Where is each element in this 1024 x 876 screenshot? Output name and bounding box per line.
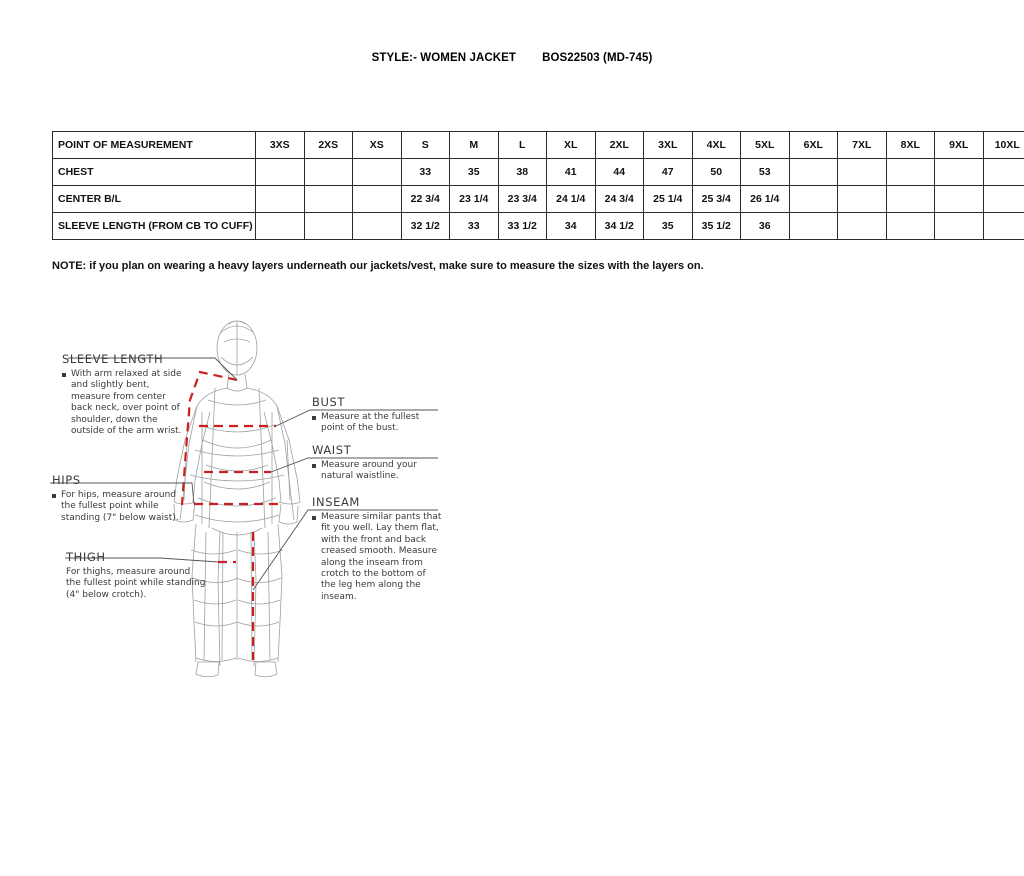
column-header-xs: XS [353,132,402,159]
callout-hips [52,473,182,524]
column-header-3xs: 3XS [256,132,305,159]
column-header-7xl: 7XL [838,132,887,159]
cell-centerbl-8xl [886,186,935,213]
cell-chest-2xl: 44 [595,159,644,186]
cell-sleeve-8xl [886,213,935,240]
callout-sleeve-length-title: SLEEVE LENGTH [62,352,164,366]
cell-sleeve-9xl [935,213,984,240]
cell-sleeve-l: 33 1/2 [498,213,547,240]
callout-inseam-title: INSEAM [312,495,360,509]
cell-chest-3xl: 47 [644,159,693,186]
callout-waist-body: Measure around your natural waistline. [312,460,442,483]
table-header-row [53,132,1024,159]
column-header-point-of-measurement: POINT OF MEASUREMENT [53,132,256,159]
callout-sleeve-length [62,352,184,437]
callout-bust-body: Measure at the fullest point of the bust. [312,412,442,435]
cell-centerbl-7xl [838,186,887,213]
cell-centerbl-4xl: 25 3/4 [692,186,741,213]
row-label-sleeve-length: SLEEVE LENGTH (FROM CB TO CUFF) [53,213,256,240]
table-row [53,186,1024,213]
cell-centerbl-s: 22 3/4 [401,186,450,213]
callout-thigh [66,550,206,601]
callout-inseam-body: Measure similar pants that fit you well. Lay them flat, with the front and back creased smooth. Measure along the inseam from crotch to the bottom of the leg hem along the inseam. [312,512,442,603]
column-header-6xl: 6XL [789,132,838,159]
column-header-9xl: 9XL [935,132,984,159]
cell-chest-xl: 41 [547,159,596,186]
callout-waist [312,443,442,483]
cell-centerbl-3xs [256,186,305,213]
callout-bust-title: BUST [312,395,346,409]
cell-chest-3xs [256,159,305,186]
page-title [0,52,1024,64]
column-header-l: L [498,132,547,159]
style-label: STYLE:- WOMEN JACKET [371,52,517,64]
cell-sleeve-3xl: 35 [644,213,693,240]
column-header-10xl: 10XL [983,132,1024,159]
cell-chest-m: 35 [450,159,499,186]
column-header-m: M [450,132,499,159]
cell-sleeve-xs [353,213,402,240]
cell-sleeve-xl: 34 [547,213,596,240]
cell-centerbl-3xl: 25 1/4 [644,186,693,213]
note-text: NOTE: if you plan on wearing a heavy layers underneath our jackets/vest, make sure to measure the sizes with the layers on. [52,260,704,272]
cell-sleeve-m: 33 [450,213,499,240]
cell-chest-xs [353,159,402,186]
cell-sleeve-10xl [983,213,1024,240]
cell-centerbl-2xs [304,186,353,213]
cell-chest-s: 33 [401,159,450,186]
cell-chest-4xl: 50 [692,159,741,186]
table-row [53,213,1024,240]
cell-chest-7xl [838,159,887,186]
callout-inseam [312,495,442,603]
cell-chest-2xs [304,159,353,186]
callout-waist-title: WAIST [312,443,352,457]
column-header-4xl: 4XL [692,132,741,159]
cell-sleeve-4xl: 35 1/2 [692,213,741,240]
cell-centerbl-9xl [935,186,984,213]
cell-sleeve-2xl: 34 1/2 [595,213,644,240]
cell-sleeve-5xl: 36 [741,213,790,240]
column-header-3xl: 3XL [644,132,693,159]
callout-hips-title: HIPS [52,473,81,487]
callout-thigh-body: For thighs, measure around the fullest point while standing (4" below crotch). [66,567,206,600]
cell-chest-l: 38 [498,159,547,186]
cell-chest-5xl: 53 [741,159,790,186]
cell-centerbl-xl: 24 1/4 [547,186,596,213]
cell-sleeve-2xs [304,213,353,240]
callout-hips-body: For hips, measure around the fullest point while standing (7" below waist). [52,490,182,524]
column-header-s: S [401,132,450,159]
cell-sleeve-s: 32 1/2 [401,213,450,240]
cell-chest-9xl [935,159,984,186]
style-code: BOS22503 (MD-745) [542,52,653,64]
measurement-diagram [40,300,510,700]
cell-sleeve-3xs [256,213,305,240]
cell-centerbl-5xl: 26 1/4 [741,186,790,213]
cell-sleeve-7xl [838,213,887,240]
cell-centerbl-l: 23 3/4 [498,186,547,213]
cell-centerbl-10xl [983,186,1024,213]
cell-sleeve-6xl [789,213,838,240]
cell-chest-6xl [789,159,838,186]
cell-centerbl-xs [353,186,402,213]
cell-chest-10xl [983,159,1024,186]
row-label-center-bl: CENTER B/L [53,186,256,213]
size-chart-table [52,131,1024,240]
callout-sleeve-length-body: With arm relaxed at side and slightly bent, measure from center back neck, over point of shoulder, down the outside of the arm wrist. [62,369,184,437]
callout-bust [312,395,442,435]
column-header-8xl: 8XL [886,132,935,159]
cell-centerbl-m: 23 1/4 [450,186,499,213]
table-row [53,159,1024,186]
cell-centerbl-6xl [789,186,838,213]
column-header-5xl: 5XL [741,132,790,159]
column-header-2xl: 2XL [595,132,644,159]
callout-thigh-title: THIGH [66,550,106,564]
cell-chest-8xl [886,159,935,186]
column-header-xl: XL [547,132,596,159]
cell-centerbl-2xl: 24 3/4 [595,186,644,213]
column-header-2xs: 2XS [304,132,353,159]
row-label-chest: CHEST [53,159,256,186]
